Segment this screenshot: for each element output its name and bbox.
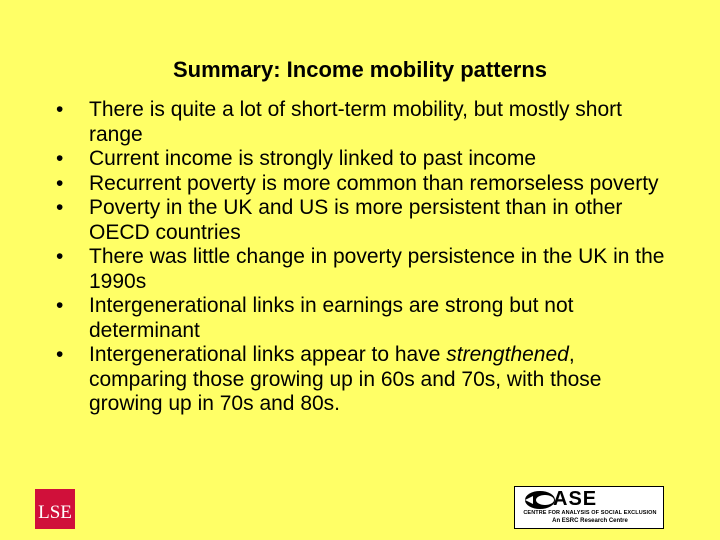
lse-logo-text: LSE — [38, 502, 72, 523]
bullet-icon: • — [56, 343, 64, 366]
bullet-list — [56, 98, 676, 417]
case-logo-tagline: An ESRC Research Centre — [552, 518, 628, 524]
lse-logo — [35, 489, 75, 529]
bullet-item — [56, 172, 676, 197]
bullet-item — [56, 294, 676, 343]
bullet-text-emphasis: strengthened — [446, 343, 569, 366]
bullet-icon: • — [56, 245, 64, 268]
bullet-icon: • — [56, 147, 64, 170]
case-logo-text: ASE — [553, 488, 598, 510]
bullet-text: There is quite a lot of short-term mobility, but mostly short range — [89, 98, 622, 146]
bullet-icon: • — [56, 294, 64, 317]
bullet-item — [56, 343, 676, 417]
bullet-icon: • — [56, 171, 64, 195]
bullet-text: Poverty in the UK and US is more persistent than in other OECD countries — [89, 196, 623, 244]
case-logo — [514, 486, 664, 529]
bullet-item — [56, 98, 676, 147]
bullet-text-after: , comparing those growing up in 60s and 70s, with those growing up in 70s and 80s. — [89, 343, 602, 415]
bullet-text: Intergenerational links in earnings are strong but not determinant — [89, 294, 574, 342]
bullet-item — [56, 196, 676, 245]
bullet-text: Recurrent poverty is more common than remorseless poverty — [89, 171, 659, 195]
bullet-item — [56, 147, 676, 172]
bullet-item — [56, 245, 676, 294]
bullet-icon: • — [56, 196, 64, 219]
lse-logo-icon — [35, 489, 75, 529]
slide-title: Summary: Income mobility patterns — [172, 57, 548, 82]
bullet-text-before: Intergenerational links appear to have — [89, 343, 447, 366]
bullet-text: There was little change in poverty persistence in the UK in the 1990s — [89, 245, 665, 293]
bullet-icon: • — [56, 98, 64, 121]
bullet-text: Current income is strongly linked to past income — [89, 147, 537, 170]
case-logo-subtitle: CENTRE FOR ANALYSIS OF SOCIAL EXCLUSION — [523, 510, 657, 516]
